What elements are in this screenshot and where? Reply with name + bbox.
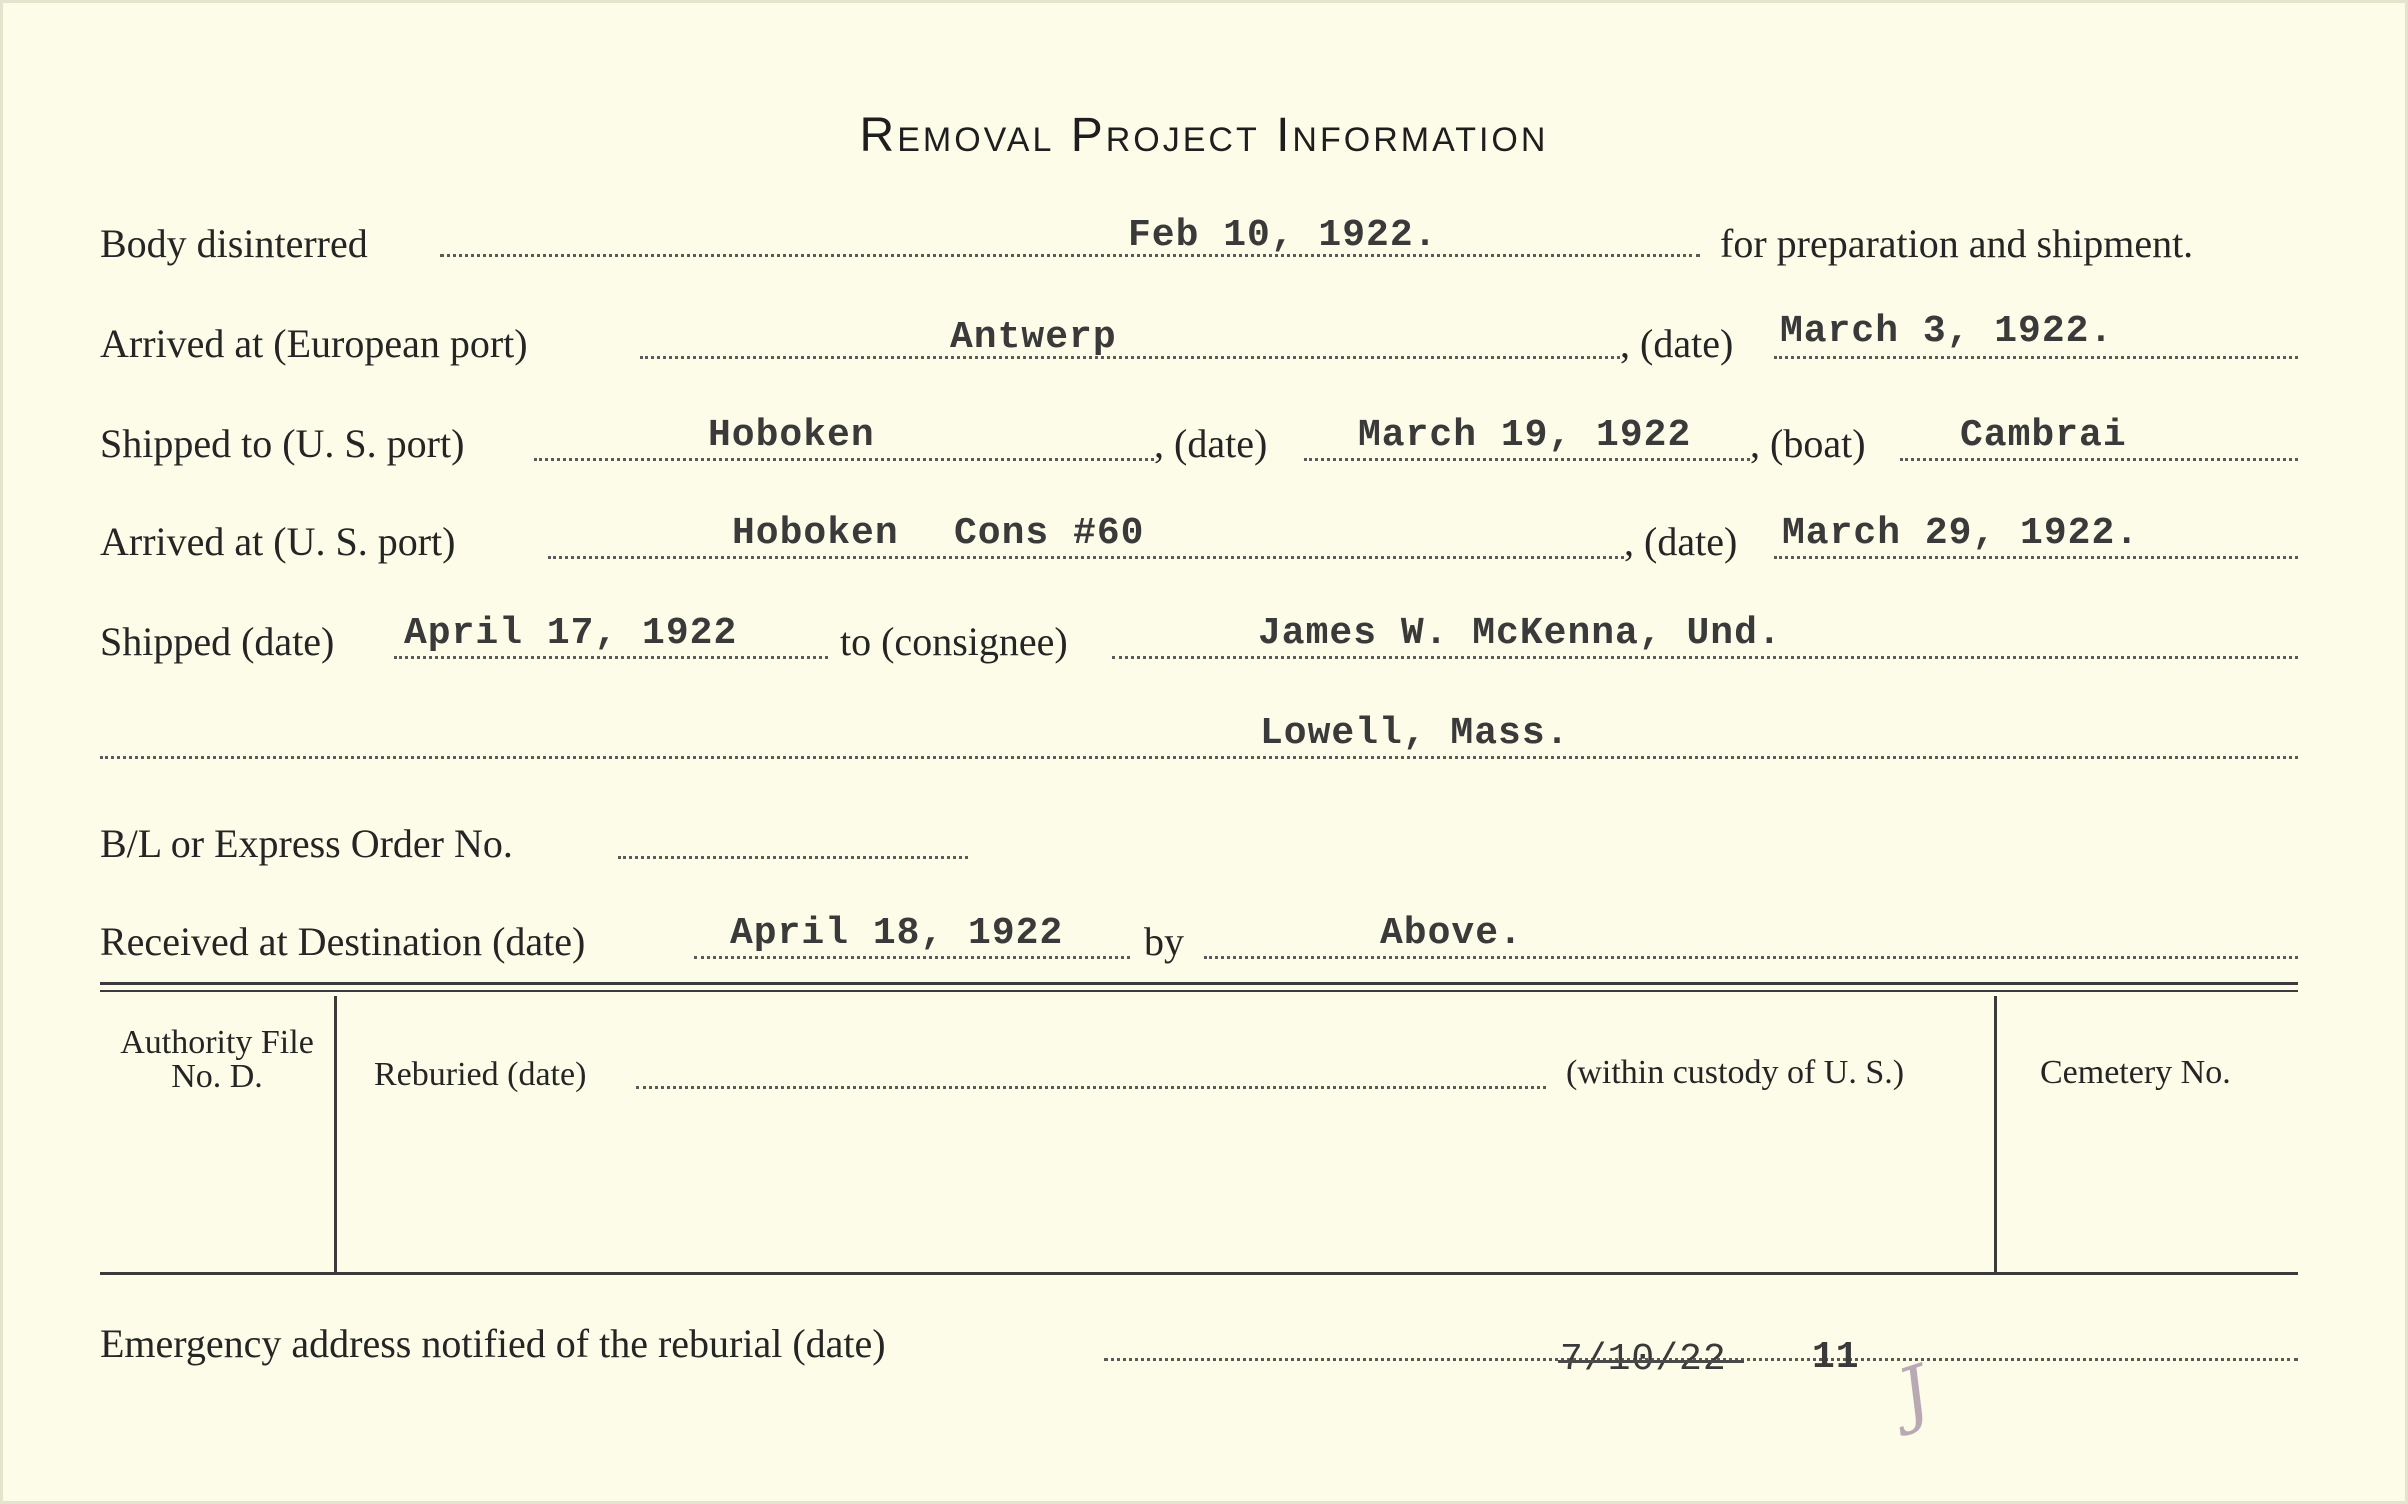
boat-line bbox=[1900, 458, 2298, 461]
table-divider-left bbox=[334, 996, 337, 1272]
cemetery-label: Cemetery No. bbox=[2040, 1054, 2231, 1091]
emergency-date-strike bbox=[1558, 1360, 1744, 1363]
european-date-line bbox=[1774, 356, 2298, 359]
shipped-date-value: March 19, 1922 bbox=[1358, 414, 1692, 457]
shipped-line bbox=[394, 656, 828, 659]
table-bottom-rule bbox=[100, 1272, 2298, 1275]
shipped-label: Shipped (date) bbox=[100, 619, 335, 664]
consignee-line bbox=[1112, 656, 2298, 659]
us-arrived-date-value: March 29, 1922. bbox=[1782, 512, 2140, 555]
consignee-address-value: Lowell, Mass. bbox=[1260, 712, 1570, 755]
us-port-arrived-extra: Cons #60 bbox=[954, 512, 1145, 555]
us-port-arrived-label: Arrived at (U. S. port) bbox=[100, 519, 456, 564]
consignee-label: to (consignee) bbox=[840, 619, 1068, 664]
us-port-arrived-line bbox=[548, 556, 1624, 559]
table-divider-right bbox=[1994, 996, 1997, 1272]
consignee-line-2 bbox=[100, 756, 2298, 759]
consignee-value: James W. McKenna, Und. bbox=[1258, 612, 1782, 655]
emergency-extra-value: 11 bbox=[1812, 1336, 1860, 1379]
emergency-address-label: Emergency address notified of the reburial (date) bbox=[100, 1321, 886, 1366]
shipped-date-label: , (date) bbox=[1154, 421, 1268, 466]
custody-label: (within custody of U. S.) bbox=[1566, 1054, 1905, 1091]
preparation-shipment-label: for preparation and shipment. bbox=[1720, 221, 2194, 266]
body-disinterred-label: Body disinterred bbox=[100, 221, 368, 266]
bl-order-line bbox=[618, 856, 968, 859]
european-port-line bbox=[640, 356, 1620, 359]
received-by-line bbox=[1204, 956, 2298, 959]
us-port-arrived-value: Hoboken bbox=[732, 512, 899, 555]
us-arrived-date-label: , (date) bbox=[1624, 519, 1738, 564]
received-by-label: by bbox=[1144, 919, 1184, 964]
handwritten-initial: J bbox=[1888, 1349, 1941, 1437]
us-port-shipped-value: Hoboken bbox=[708, 414, 875, 457]
bl-order-label: B/L or Express Order No. bbox=[100, 821, 513, 866]
european-date-value: March 3, 1922. bbox=[1780, 310, 2114, 353]
shipped-date-line bbox=[1304, 458, 1750, 461]
body-disinterred-line bbox=[440, 254, 1700, 257]
us-port-shipped-line bbox=[534, 458, 1154, 461]
body-disinterred-value: Feb 10, 1922. bbox=[1128, 214, 1438, 257]
received-label: Received at Destination (date) bbox=[100, 919, 586, 964]
received-by-value: Above. bbox=[1380, 912, 1523, 955]
reburied-line bbox=[636, 1086, 1546, 1089]
received-date-value: April 18, 1922 bbox=[730, 912, 1064, 955]
european-date-label: , (date) bbox=[1620, 321, 1734, 366]
shipped-value: April 17, 1922 bbox=[404, 612, 738, 655]
received-date-line bbox=[694, 956, 1130, 959]
table-top-rule-inner bbox=[100, 990, 2298, 992]
reburied-label: Reburied (date) bbox=[374, 1056, 587, 1093]
us-port-shipped-label: Shipped to (U. S. port) bbox=[100, 421, 465, 466]
card-title: Removal Project Information bbox=[859, 109, 1549, 162]
us-arrived-date-line bbox=[1774, 556, 2298, 559]
table-top-rule bbox=[100, 982, 2298, 985]
european-port-label: Arrived at (European port) bbox=[100, 321, 528, 366]
authority-file-label: Authority File No. D. bbox=[120, 1024, 314, 1095]
boat-value: Cambrai bbox=[1960, 414, 2127, 457]
european-port-value: Antwerp bbox=[950, 316, 1117, 359]
boat-label: , (boat) bbox=[1750, 421, 1866, 466]
emergency-date-value: 7/10/22 bbox=[1560, 1338, 1727, 1381]
